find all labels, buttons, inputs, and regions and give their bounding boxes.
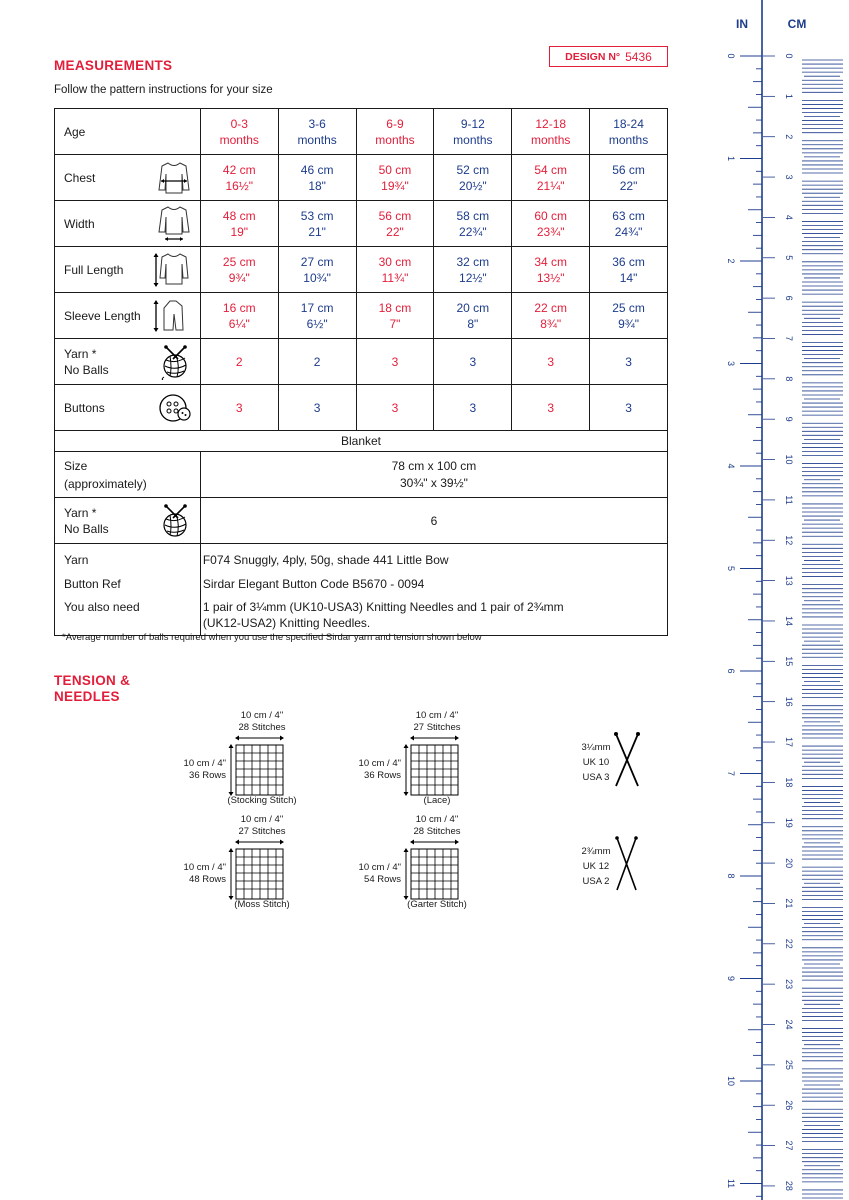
measure-cm: 36 cm	[612, 254, 645, 269]
info-also-need-value-2: (UK12-USA2) Knitting Needles.	[202, 616, 371, 630]
ruler-cm-number: 28	[784, 1180, 794, 1191]
length-icon	[152, 250, 192, 290]
blanket-heading: Blanket	[55, 431, 668, 452]
ruler-cm-number: 1	[784, 93, 794, 99]
measure-in: 11¾"	[381, 270, 409, 285]
ruler-cm-number: 27	[784, 1140, 794, 1151]
ruler-inch-number: 3	[726, 360, 736, 367]
measure-cm: 46 cm	[300, 162, 334, 177]
swatch-garter-stitch	[345, 814, 495, 914]
measure-cm: 60 cm	[534, 208, 568, 223]
swatch-rows: 36 Rows	[189, 770, 226, 781]
info-yarn-value: F074 Snuggly, 4ply, 50g, shade 441 Little Bow	[202, 553, 449, 567]
measure-in: 19¾"	[381, 178, 409, 193]
blanket-size-in: 30¾" x 39½"	[399, 475, 468, 490]
swatch-name: (Garter Stitch)	[407, 899, 467, 910]
measure-in: 10¾"	[303, 270, 331, 285]
row-label: Width	[64, 216, 95, 231]
buttons-value: 3	[512, 385, 590, 431]
ruler-cm-number: 24	[784, 1019, 794, 1030]
info-yarn-label: Yarn	[64, 553, 89, 567]
swatch-lace	[345, 710, 495, 810]
no-balls-label: No Balls	[64, 521, 109, 536]
measure-cm: 27 cm	[300, 254, 334, 269]
swatch-rows: 48 Rows	[189, 874, 226, 885]
measure-in: 14"	[619, 270, 638, 285]
measure-in: 18"	[308, 178, 326, 193]
buttons-row	[55, 385, 668, 431]
balls-value: 3	[512, 339, 590, 385]
ruler-cm-number: 13	[784, 575, 794, 586]
needle-uk: UK 12	[582, 861, 610, 872]
swatch-width-label: 10 cm / 4"	[240, 710, 284, 721]
measure-in: 8¾"	[540, 316, 562, 331]
sleeve-icon	[152, 296, 192, 336]
size-range: 12-18	[535, 116, 567, 131]
measure-cm: 32 cm	[456, 254, 490, 269]
ruler-cm-number: 6	[784, 295, 794, 301]
ruler-cm-number: 3	[784, 174, 794, 180]
ruler-cm-number: 0	[784, 53, 794, 59]
measure-in: 12½"	[459, 270, 487, 285]
yarn-label: Yarn *	[64, 346, 97, 361]
balls-value: 2	[200, 339, 278, 385]
ruler-cm-number: 15	[784, 656, 794, 667]
ruler-cm-number: 4	[784, 214, 794, 220]
swatch-stitches: 28 Stitches	[238, 722, 286, 733]
yarn-label: Yarn *	[64, 505, 97, 520]
measure-in: 22¾"	[459, 224, 487, 239]
measure-in: 6½"	[306, 316, 328, 331]
size-range: 6-9	[386, 116, 404, 131]
measure-cm: 16 cm	[222, 300, 256, 315]
buttons-value: 3	[278, 385, 356, 431]
needle-usa: USA 3	[582, 772, 610, 783]
info-button-value: Sirdar Elegant Button Code B5670 - 0094	[202, 576, 425, 591]
swatch-name: (Moss Stitch)	[234, 899, 290, 910]
ruler-inch-number: 9	[726, 975, 736, 982]
sleeve-length-row	[55, 293, 668, 339]
ruler-cm-number: 8	[784, 376, 794, 382]
width-row	[55, 201, 668, 247]
size-range: 9-12	[460, 116, 485, 131]
size-header	[278, 109, 356, 155]
swatch-grid	[403, 839, 465, 901]
swatch-grid	[228, 839, 290, 901]
size-unit: months	[453, 132, 493, 147]
blanket-yarn-value: 6	[200, 498, 667, 544]
tension-title-line2: NEEDLES	[54, 689, 120, 704]
buttons-value: 3	[590, 385, 668, 431]
swatch-stitches: 27 Stitches	[413, 722, 461, 733]
chest-row	[55, 155, 668, 201]
size-unit: months	[531, 132, 571, 147]
age-label: Age	[64, 124, 86, 139]
measure-cm: 56 cm	[378, 208, 412, 223]
ruler-inch-number: 7	[726, 770, 736, 777]
design-number-box	[549, 46, 668, 67]
size-unit: months	[219, 132, 259, 147]
needle-uk: UK 10	[582, 757, 610, 768]
size-unit: months	[375, 132, 415, 147]
subtitle: Follow the pattern instructions for your size	[54, 84, 273, 96]
measure-in: 8"	[467, 316, 479, 331]
measure-cm: 56 cm	[612, 162, 645, 177]
knitting-needles-icon	[610, 730, 646, 790]
size-label: Size	[64, 458, 88, 473]
measure-cm: 22 cm	[534, 300, 568, 315]
swatch-grid	[403, 735, 465, 797]
balls-value: 3	[434, 339, 512, 385]
swatch-stitches: 27 Stitches	[238, 826, 286, 837]
ruler-inch-number: 4	[726, 463, 736, 469]
buttons-value: 3	[356, 385, 434, 431]
ruler-cm-number: 14	[784, 615, 794, 626]
measure-cm: 58 cm	[456, 208, 490, 223]
swatch-width-label: 10 cm / 4"	[415, 814, 459, 825]
measure-in: 22"	[619, 178, 638, 193]
info-button-label: Button Ref	[64, 576, 121, 591]
measure-in: 23¾"	[536, 224, 565, 239]
knitting-needles-icon	[610, 834, 646, 894]
buttons-value: 3	[434, 385, 512, 431]
swatch-height-label: 10 cm / 4"	[358, 758, 401, 769]
size-range: 18-24	[613, 116, 644, 131]
measure-in: 21¼"	[536, 178, 565, 193]
ruler-inch-number: 5	[726, 565, 736, 572]
swatch-height-label: 10 cm / 4"	[183, 758, 226, 769]
measure-cm: 25 cm	[612, 300, 645, 315]
measure-in: 24¾"	[614, 224, 643, 239]
row-label: Chest	[64, 170, 96, 185]
needle-size: 3¼mm	[581, 742, 611, 753]
blanket-yarn-row	[55, 498, 668, 544]
measure-in: 7"	[389, 316, 401, 331]
ruler-cm-number: 20	[784, 858, 794, 869]
blanket-size-cm: 78 cm x 100 cm	[391, 458, 477, 473]
footnote: *Average number of balls required when you use the specified Sirdar yarn and tension shown below	[62, 632, 482, 643]
ruler-inch-number: 10	[726, 1075, 736, 1087]
chest-icon	[156, 160, 192, 196]
measure-cm: 42 cm	[222, 162, 256, 177]
size-unit: months	[297, 132, 337, 147]
swatch-name: (Lace)	[423, 795, 451, 806]
ruler-cm-number: 21	[784, 898, 794, 909]
measure-cm: 25 cm	[222, 254, 256, 269]
blanket-heading-row	[55, 431, 668, 452]
measure-cm: 17 cm	[300, 300, 334, 315]
measure-in: 9¾"	[618, 316, 640, 331]
ruler-inch-number: 8	[726, 873, 736, 879]
balls-value: 2	[278, 339, 356, 385]
swatch-moss-stitch	[170, 814, 320, 914]
swatch-rows: 36 Rows	[364, 770, 401, 781]
balls-value: 3	[590, 339, 668, 385]
size-range: 0-3	[230, 116, 248, 131]
info-also-need-label: You also need	[64, 600, 140, 614]
ruler-cm-number: 16	[784, 696, 794, 707]
measure-cm: 63 cm	[612, 208, 645, 223]
row-label: Full Length	[64, 262, 124, 277]
ruler-cm-number: 2	[784, 134, 794, 140]
size-header	[356, 109, 434, 155]
measure-cm: 50 cm	[378, 162, 412, 177]
measure-in: 21"	[308, 224, 326, 239]
needle-size-3-25	[570, 730, 650, 790]
ruler-inch-number: 1	[726, 155, 736, 162]
measurements-table	[54, 108, 668, 636]
width-icon	[156, 205, 192, 243]
size-header	[200, 109, 278, 155]
needle-size-2-75	[570, 834, 650, 894]
measure-cm: 53 cm	[300, 208, 334, 223]
ruler-inch-label: IN	[736, 17, 748, 31]
page-title: MEASUREMENTS	[54, 58, 173, 73]
swatch-height-label: 10 cm / 4"	[183, 862, 226, 873]
ruler-cm-number: 25	[784, 1059, 794, 1070]
ruler-cm-number: 19	[784, 817, 794, 828]
swatch-grid	[228, 735, 290, 797]
ruler-inch-number: 6	[726, 668, 736, 674]
swatch-stitches: 28 Stitches	[413, 826, 461, 837]
swatch-width-label: 10 cm / 4"	[240, 814, 284, 825]
ruler-cm-label: CM	[787, 17, 807, 31]
measure-in: 9¾"	[228, 270, 250, 285]
ruler-cm-number: 5	[784, 255, 794, 261]
row-label: Sleeve Length	[64, 308, 141, 323]
ruler-cm-number: 18	[784, 777, 794, 788]
full-length-row	[55, 247, 668, 293]
measure-in: 20½"	[459, 178, 487, 193]
swatch-height-label: 10 cm / 4"	[358, 862, 401, 873]
measure-in: 22"	[386, 224, 404, 239]
yarn-balls-row	[55, 339, 668, 385]
ruler-cm-number: 12	[784, 535, 794, 546]
ruler-inch-number: 11	[726, 1178, 736, 1189]
ruler-cm-number: 9	[784, 416, 794, 422]
age-row	[55, 109, 668, 155]
approximately-label: (approximately)	[64, 476, 147, 491]
size-unit: months	[608, 132, 649, 147]
ruler-cm-number: 22	[784, 938, 794, 949]
yarn-ball-icon	[158, 503, 192, 539]
needle-usa: USA 2	[582, 876, 610, 887]
yarn-ball-icon	[158, 344, 192, 380]
needle-size: 2¾mm	[581, 846, 611, 857]
no-balls-label: No Balls	[64, 362, 109, 377]
tension-title-line1: TENSION &	[54, 673, 131, 688]
measure-in: 13½"	[536, 270, 565, 285]
size-range: 3-6	[308, 116, 326, 131]
tension-title	[54, 673, 130, 705]
design-number: 5436	[625, 49, 652, 64]
swatch-rows: 54 Rows	[364, 874, 401, 885]
ruler-cm-number: 23	[784, 979, 794, 990]
blanket-size-row	[55, 452, 668, 498]
ruler-cm-number: 7	[784, 335, 794, 341]
measure-in: 16½"	[225, 178, 254, 193]
balls-value: 3	[356, 339, 434, 385]
ruler-cm-number: 10	[784, 454, 794, 465]
swatch-width-label: 10 cm / 4"	[415, 710, 459, 721]
size-header	[512, 109, 590, 155]
buttons-label: Buttons	[64, 400, 105, 415]
swatch-name: (Stocking Stitch)	[227, 795, 297, 806]
measuring-ruler	[706, 0, 849, 1200]
buttons-value: 3	[200, 385, 278, 431]
measure-cm: 18 cm	[378, 300, 412, 315]
design-label: DESIGN N°	[565, 50, 621, 63]
measure-cm: 20 cm	[456, 300, 490, 315]
info-also-need-value: 1 pair of 3¼mm (UK10-USA3) Knitting Needles and 1 pair of 2¾mm	[202, 600, 564, 614]
measure-in: 19"	[230, 224, 249, 239]
ruler-cm-number: 17	[784, 737, 794, 748]
measure-cm: 30 cm	[378, 254, 412, 269]
measure-in: 6¼"	[228, 316, 250, 331]
measure-cm: 52 cm	[456, 162, 490, 177]
ruler-cm-number: 26	[784, 1100, 794, 1111]
ruler-inch-number: 0	[726, 53, 736, 59]
size-header	[434, 109, 512, 155]
measure-cm: 54 cm	[534, 162, 568, 177]
measure-cm: 34 cm	[534, 254, 568, 269]
ruler-cm-number: 11	[784, 495, 794, 505]
size-header	[590, 109, 668, 155]
ruler-inch-number: 2	[726, 258, 736, 264]
info-block	[55, 544, 668, 636]
swatch-stocking-stitch	[170, 710, 320, 810]
button-icon	[158, 392, 192, 424]
measure-cm: 48 cm	[222, 208, 256, 223]
